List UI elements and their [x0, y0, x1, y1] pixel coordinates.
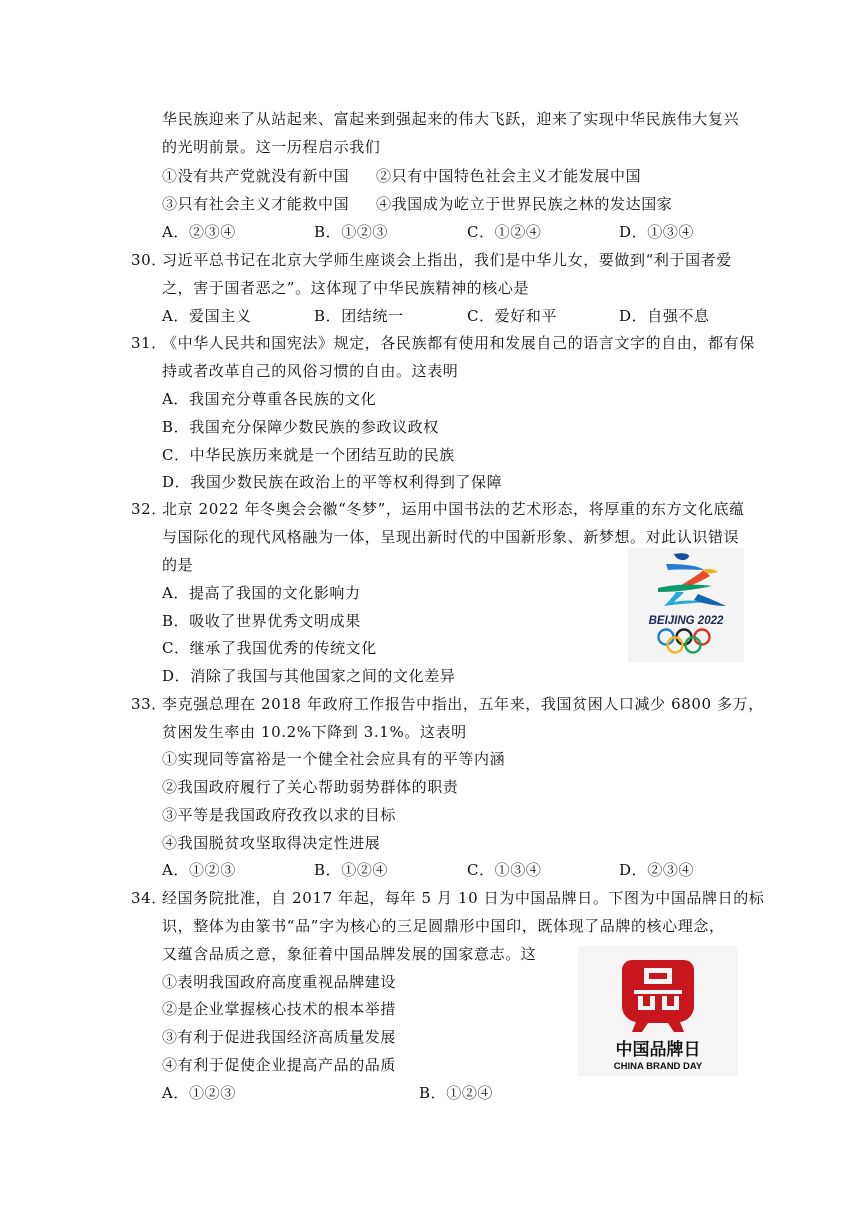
- option-d[interactable]: D．我国少数民族在政治上的平等权利得到了保障: [162, 473, 503, 491]
- statement: ④我国成为屹立于世界民族之林的发达国家: [376, 195, 673, 213]
- question-line: 之，害于国者恶之”。这体现了中华民族精神的核心是: [162, 279, 530, 297]
- statement: ②是企业掌握核心技术的根本举措: [162, 1000, 397, 1018]
- question-line: 与国际化的现代风格融为一体，呈现出新时代的中国新形象、新梦想。对此认识错误: [162, 528, 740, 546]
- statement: ①没有共产党就没有新中国: [162, 167, 350, 185]
- statement: ①实现同等富裕是一个健全社会应具有的平等内涵: [162, 750, 506, 768]
- logo-cn-text: 中国品牌日: [615, 1040, 701, 1060]
- question-line: 持或者改革自己的风俗习惯的自由。这表明: [162, 362, 459, 380]
- question-line: 的是: [162, 556, 194, 574]
- option-b[interactable]: B．①②④: [314, 861, 389, 879]
- statement: ②我国政府履行了关心帮助弱势群体的职责: [162, 778, 459, 796]
- option-a[interactable]: A．①②③: [162, 1084, 236, 1102]
- option-d[interactable]: D．消除了我国与其他国家之间的文化差异: [162, 667, 456, 685]
- intro-line: 华民族迎来了从站起来、富起来到强起来的伟大飞跃，迎来了实现中华民族伟大复兴: [162, 110, 740, 128]
- logo-en-text: CHINA BRAND DAY: [613, 1061, 703, 1072]
- question-number: 31．: [131, 334, 167, 352]
- question-line: 又蕴含品质之意，象征着中国品牌发展的国家意志。这: [162, 945, 537, 963]
- option-b[interactable]: B．我国充分保障少数民族的参政议政权: [162, 418, 439, 436]
- option-c[interactable]: C．爱好和平: [467, 307, 558, 325]
- question-line: 经国务院批准，自 2017 年起，每年 5 月 10 日为中国品牌日。下图为中国品牌日的标: [162, 889, 765, 907]
- option-c[interactable]: C．①②④: [467, 223, 542, 241]
- question-line: 《中华人民共和国宪法》规定，各民族都有使用和发展自己的语言文字的自由，都有保: [162, 334, 755, 352]
- statement: ③只有社会主义才能救中国: [162, 195, 350, 213]
- option-b[interactable]: B．吸收了世界优秀文明成果: [162, 612, 361, 630]
- statement: ①表明我国政府高度重视品牌建设: [162, 973, 397, 991]
- option-b[interactable]: B．①②④: [419, 1084, 494, 1102]
- beijing-2022-emblem: [628, 548, 744, 662]
- option-a[interactable]: A．爱国主义: [162, 307, 252, 325]
- brand-day-seal: [578, 946, 738, 1076]
- option-d[interactable]: D．自强不息: [619, 307, 710, 325]
- question-line: 贫困发生率由 10.2%下降到 3.1%。这表明: [162, 723, 467, 741]
- statement: ④有利于促使企业提高产品的品质: [162, 1056, 397, 1074]
- option-b[interactable]: B．团结统一: [314, 307, 404, 325]
- option-c[interactable]: C．继承了我国优秀的传统文化: [162, 639, 377, 657]
- option-d[interactable]: D．②③④: [619, 861, 695, 879]
- option-d[interactable]: D．①③④: [619, 223, 695, 241]
- question-number: 32．: [131, 500, 167, 518]
- statement: ②只有中国特色社会主义才能发展中国: [376, 167, 642, 185]
- question-number: 33．: [131, 695, 167, 713]
- statement: ④我国脱贫攻坚取得决定性进展: [162, 834, 381, 852]
- option-a[interactable]: A．②③④: [162, 223, 236, 241]
- question-line: 识，整体为由篆书“品”字为核心的三足圆鼎形中国印，既体现了品牌的核心理念，: [162, 917, 725, 935]
- china-brand-day-logo: [578, 946, 738, 1076]
- emblem-graphic: [628, 548, 744, 662]
- option-c[interactable]: C．中华民族历来就是一个团结互助的民族: [162, 446, 455, 464]
- option-a[interactable]: A．提高了我国的文化影响力: [162, 584, 361, 602]
- question-number: 30．: [131, 251, 167, 269]
- question-line: 李克强总理在 2018 年政府工作报告中指出，五年来，我国贫困人口减少 6800 多万，: [162, 695, 764, 713]
- emblem-text: BEIJING 2022: [648, 615, 724, 627]
- option-b[interactable]: B．①②③: [314, 223, 389, 241]
- question-line: 北京 2022 年冬奥会会徽“冬梦”，运用中国书法的艺术形态，将厚重的东方文化底蕴: [162, 500, 745, 518]
- option-a[interactable]: A．我国充分尊重各民族的文化: [162, 390, 377, 408]
- option-a[interactable]: A．①②③: [162, 861, 236, 879]
- question-line: 习近平总书记在北京大学师生座谈会上指出，我们是中华儿女，要做到“利于国者爱: [162, 251, 732, 269]
- statement: ③平等是我国政府孜孜以求的目标: [162, 806, 397, 824]
- intro-line: 的光明前景。这一历程启示我们: [162, 138, 381, 156]
- question-number: 34．: [131, 889, 167, 907]
- statement: ③有利于促进我国经济高质量发展: [162, 1028, 397, 1046]
- option-c[interactable]: C．①③④: [467, 861, 542, 879]
